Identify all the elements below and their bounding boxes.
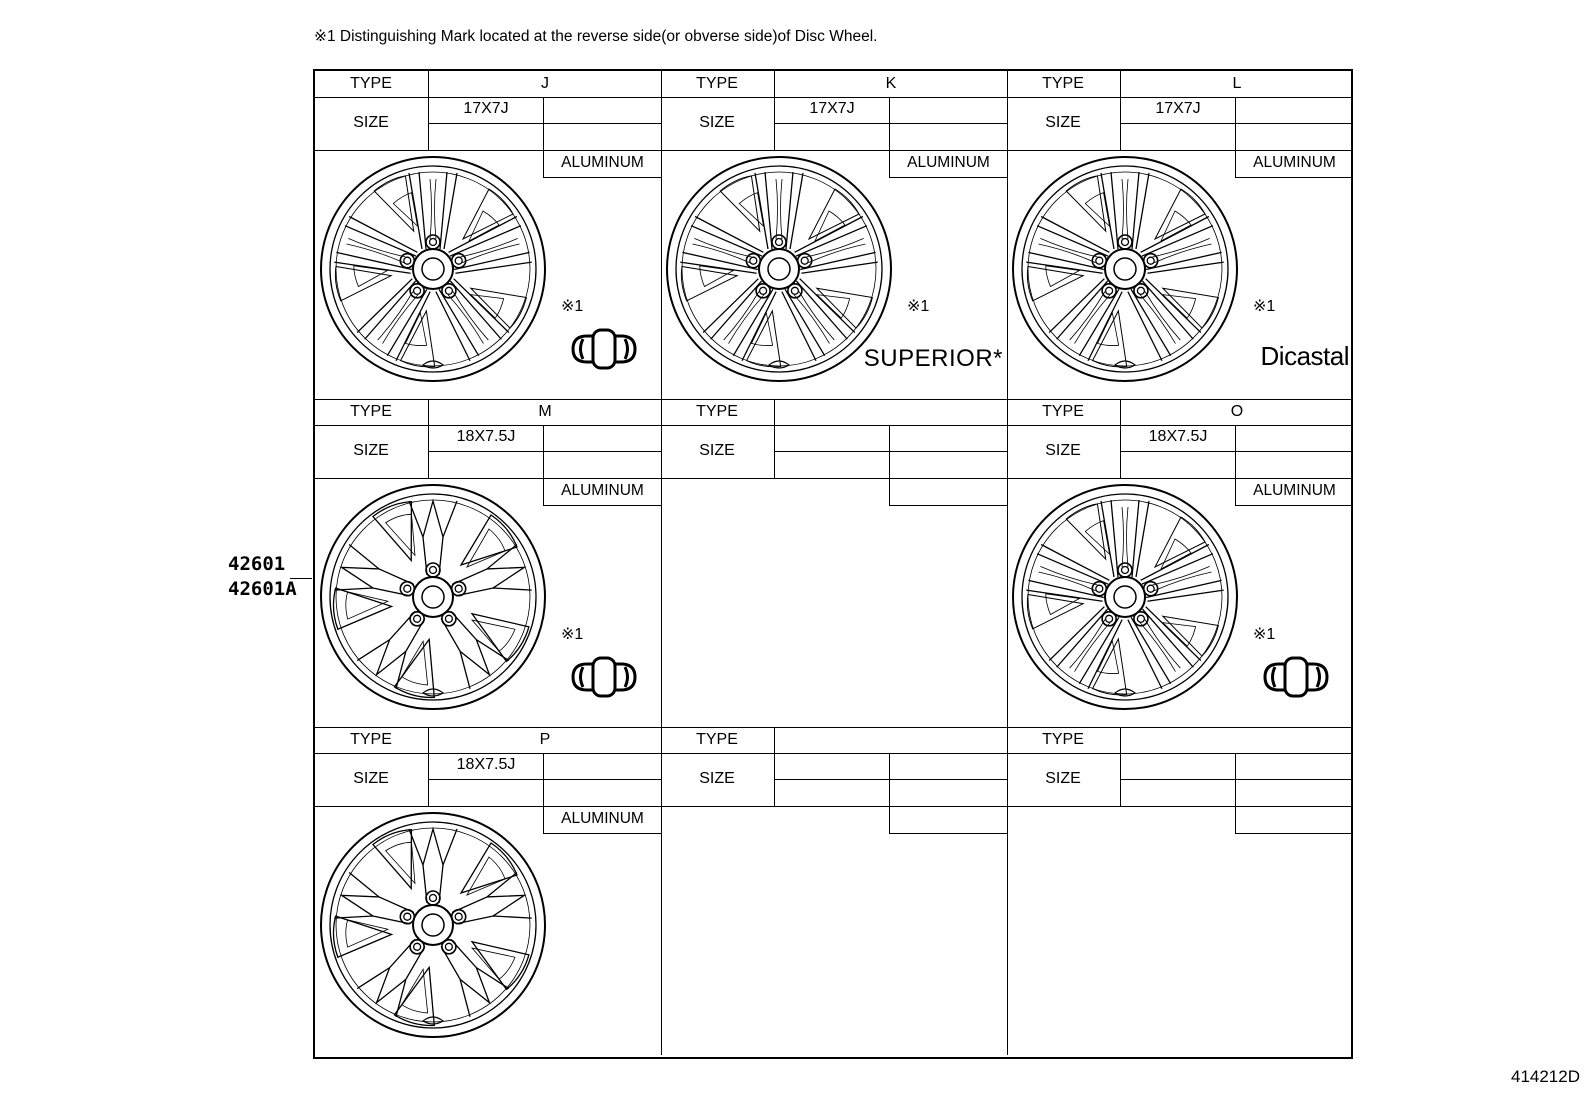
wheel-illustration [663, 153, 895, 390]
type-row-divider [1007, 425, 1353, 426]
header-bottom [1007, 478, 1353, 479]
size-label: SIZE [353, 770, 389, 787]
cell-border-top [315, 399, 661, 400]
distinguishing-mark-note: ※1 [561, 626, 584, 643]
tpms-mark-icon [1261, 655, 1331, 699]
cell-border-top [315, 727, 661, 728]
type-label: TYPE [1042, 403, 1084, 420]
type-value: J [541, 75, 549, 92]
type-row-divider [1007, 97, 1353, 98]
size-value: 17X7J [809, 100, 855, 117]
distinguishing-mark [1261, 655, 1331, 704]
type-row-divider [315, 753, 661, 754]
size-label: SIZE [353, 442, 389, 459]
wheel-drawing [663, 153, 895, 385]
material-value: ALUMINUM [1253, 482, 1336, 499]
size-row-divider [775, 123, 1007, 124]
wheel-illustration [317, 481, 549, 718]
type-label: TYPE [350, 403, 392, 420]
size-row-divider [1121, 779, 1353, 780]
wheel-illustration [1009, 153, 1241, 390]
material-box-bottom [543, 505, 661, 506]
type-row-divider [661, 97, 1007, 98]
size-value: 17X7J [463, 100, 509, 117]
size-row-divider [429, 451, 661, 452]
wheel-drawing [317, 809, 549, 1041]
distinguishing-mark-note: ※1 [1253, 298, 1276, 315]
header-bottom [1007, 150, 1353, 151]
wheel-drawing [1009, 153, 1241, 385]
wheel-cell-p [315, 727, 661, 1055]
size-label: SIZE [699, 114, 735, 131]
cell-border-top [661, 727, 1007, 728]
part-number-42601: 42601 [228, 553, 286, 575]
wheel-cell-k [661, 71, 1007, 399]
type-label: TYPE [696, 75, 738, 92]
size-value: 18X7.5J [1148, 428, 1208, 445]
tpms-mark-icon [569, 655, 639, 699]
cell-border-top [1007, 399, 1353, 400]
part-number-42601a: 42601A [228, 578, 297, 600]
type-row-divider [661, 753, 1007, 754]
size-row-divider [1121, 451, 1353, 452]
material-box-bottom [543, 833, 661, 834]
type-row-divider [1007, 753, 1353, 754]
wheel-illustration [317, 153, 549, 390]
type-label: TYPE [696, 403, 738, 420]
material-box-bottom [543, 177, 661, 178]
size-label: SIZE [1045, 114, 1081, 131]
size-row-divider [429, 123, 661, 124]
type-row-divider [661, 425, 1007, 426]
size-row-divider [775, 451, 1007, 452]
type-value: K [885, 75, 897, 92]
size-label: SIZE [353, 114, 389, 131]
size-label: SIZE [699, 770, 735, 787]
header-bottom [315, 150, 661, 151]
header-bottom [661, 478, 1007, 479]
type-label: TYPE [696, 731, 738, 748]
footnote: ※1 Distinguishing Mark located at the reverse side(or obverse side)of Disc Wheel. [314, 28, 878, 45]
wheel-cell-empty [661, 399, 1007, 727]
wheel-drawing [317, 153, 549, 385]
size-label: SIZE [1045, 442, 1081, 459]
material-box-bottom [889, 177, 1007, 178]
distinguishing-mark-dicastal: Dicastal [1260, 341, 1349, 371]
header-bottom [315, 806, 661, 807]
size-value: 18X7.5J [456, 428, 516, 445]
figure-number: 414212D [1510, 1067, 1580, 1086]
material-box-bottom [889, 505, 1007, 506]
material-box-bottom [889, 833, 1007, 834]
distinguishing-mark [569, 327, 639, 376]
material-value: ALUMINUM [907, 154, 990, 171]
type-value: P [539, 731, 551, 748]
type-label: TYPE [1042, 75, 1084, 92]
type-value: L [1232, 75, 1242, 92]
wheel-cell-o [1007, 399, 1353, 727]
size-label: SIZE [1045, 770, 1081, 787]
material-value: ALUMINUM [561, 154, 644, 171]
wheel-cell-j [315, 71, 661, 399]
material-box-bottom [1235, 833, 1353, 834]
header-bottom [661, 806, 1007, 807]
material-value: ALUMINUM [561, 482, 644, 499]
type-label: TYPE [350, 731, 392, 748]
material-value: ALUMINUM [561, 810, 644, 827]
type-value: M [538, 403, 552, 420]
wheel-illustration [317, 809, 549, 1046]
label-column-divider [774, 727, 775, 806]
material-box-bottom [1235, 505, 1353, 506]
label-column-divider [774, 399, 775, 478]
size-subcolumn-divider [889, 425, 890, 505]
size-subcolumn-divider [889, 753, 890, 833]
wheel-type-table [313, 69, 1353, 1059]
callout-leader-line [290, 578, 312, 579]
distinguishing-mark-note: ※1 [1253, 626, 1276, 643]
header-bottom [315, 478, 661, 479]
cell-border-top [1007, 727, 1353, 728]
label-column-divider [1120, 727, 1121, 806]
type-value: O [1230, 403, 1244, 420]
header-bottom [661, 150, 1007, 151]
wheel-cell-l [1007, 71, 1353, 399]
wheel-drawing [1009, 481, 1241, 713]
type-label: TYPE [1042, 731, 1084, 748]
type-row-divider [315, 425, 661, 426]
size-row-divider [429, 779, 661, 780]
distinguishing-mark [569, 655, 639, 704]
size-label: SIZE [699, 442, 735, 459]
size-subcolumn-divider [1235, 753, 1236, 833]
size-value: 18X7.5J [456, 756, 516, 773]
distinguishing-mark-superior: SUPERIOR* [863, 345, 1003, 372]
header-bottom [1007, 806, 1353, 807]
cell-border-top [661, 399, 1007, 400]
material-value: ALUMINUM [1253, 154, 1336, 171]
wheel-illustration [1009, 481, 1241, 718]
wheel-cell-empty [1007, 727, 1353, 1055]
tpms-mark-icon [569, 327, 639, 371]
size-row-divider [1121, 123, 1353, 124]
wheel-cell-empty [661, 727, 1007, 1055]
wheel-drawing [317, 481, 549, 713]
wheel-cell-m [315, 399, 661, 727]
type-label: TYPE [350, 75, 392, 92]
distinguishing-mark-note: ※1 [907, 298, 930, 315]
distinguishing-mark-note: ※1 [561, 298, 584, 315]
size-value: 17X7J [1155, 100, 1201, 117]
material-box-bottom [1235, 177, 1353, 178]
type-row-divider [315, 97, 661, 98]
size-row-divider [775, 779, 1007, 780]
